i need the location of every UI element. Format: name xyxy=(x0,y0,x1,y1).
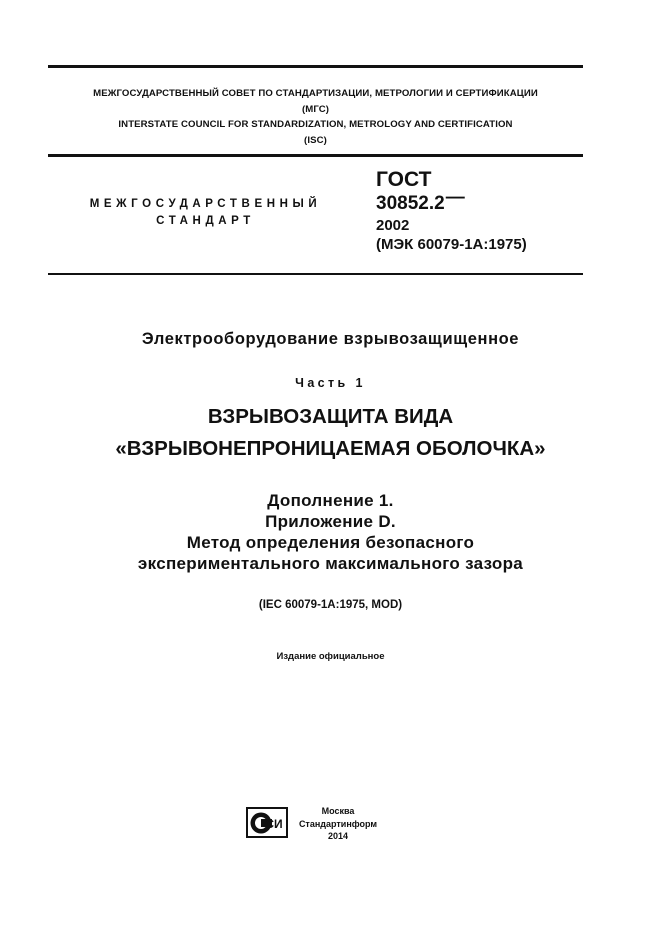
gost-number-dash: — xyxy=(445,187,465,208)
council-header xyxy=(48,86,583,148)
gost-number xyxy=(376,187,527,216)
protection-type-line1: ВЗРЫВОЗАЩИТА ВИДА xyxy=(207,405,454,428)
gost-label: ГОСТ xyxy=(376,168,432,191)
document-part: Часть 1 xyxy=(295,376,366,390)
document-title: Электрооборудование взрывозащищенное xyxy=(141,330,520,348)
logo-lettering: СИ xyxy=(265,817,283,831)
top-divider xyxy=(48,65,583,68)
publisher-info xyxy=(290,805,386,843)
publisher-year: 2014 xyxy=(327,831,349,841)
gost-designation xyxy=(376,168,527,255)
addendum-line3: Метод определения безопасного xyxy=(186,533,475,552)
standard-type-line1: МЕЖГОСУДАРСТВЕННЫЙ xyxy=(89,198,322,210)
standard-type-label xyxy=(78,196,333,230)
gost-iec-reference: (МЭК 60079-1А:1975) xyxy=(376,236,527,253)
addendum-line2: Приложение D. xyxy=(265,512,396,531)
gost-year: 2002 xyxy=(376,217,410,234)
gost-number-value: 30852.2 xyxy=(376,193,445,214)
publisher-city: Москва xyxy=(321,806,355,816)
council-abbr-en: (ISC) xyxy=(304,134,327,146)
protection-type-line2: «ВЗРЫВОНЕПРОНИЦАЕМАЯ ОБОЛОЧКА» xyxy=(115,437,546,460)
lower-divider xyxy=(48,273,583,275)
addendum-line4: экспериментального максимального зазора xyxy=(137,554,524,573)
addendum-line1: Дополнение 1. xyxy=(267,491,394,510)
standard-type-line2: СТАНДАРТ xyxy=(156,215,255,227)
edition-note: Издание официальное xyxy=(276,651,385,662)
council-name-en: INTERSTATE COUNCIL FOR STANDARDIZATION, METROLOGY AND CERTIFICATION xyxy=(118,119,513,130)
council-name-ru: МЕЖГОСУДАРСТВЕННЫЙ СОВЕТ ПО СТАНДАРТИЗАЦИИ, МЕТРОЛОГИИ И СЕРТИФИКАЦИИ xyxy=(93,88,538,99)
standartinform-logo-icon xyxy=(245,806,289,839)
publisher-name: Стандартинформ xyxy=(298,818,378,829)
middle-divider xyxy=(48,154,583,157)
council-abbr-ru: (МГС) xyxy=(301,103,330,115)
iec-modification: (IEC 60079-1А:1975, MOD) xyxy=(258,599,403,611)
